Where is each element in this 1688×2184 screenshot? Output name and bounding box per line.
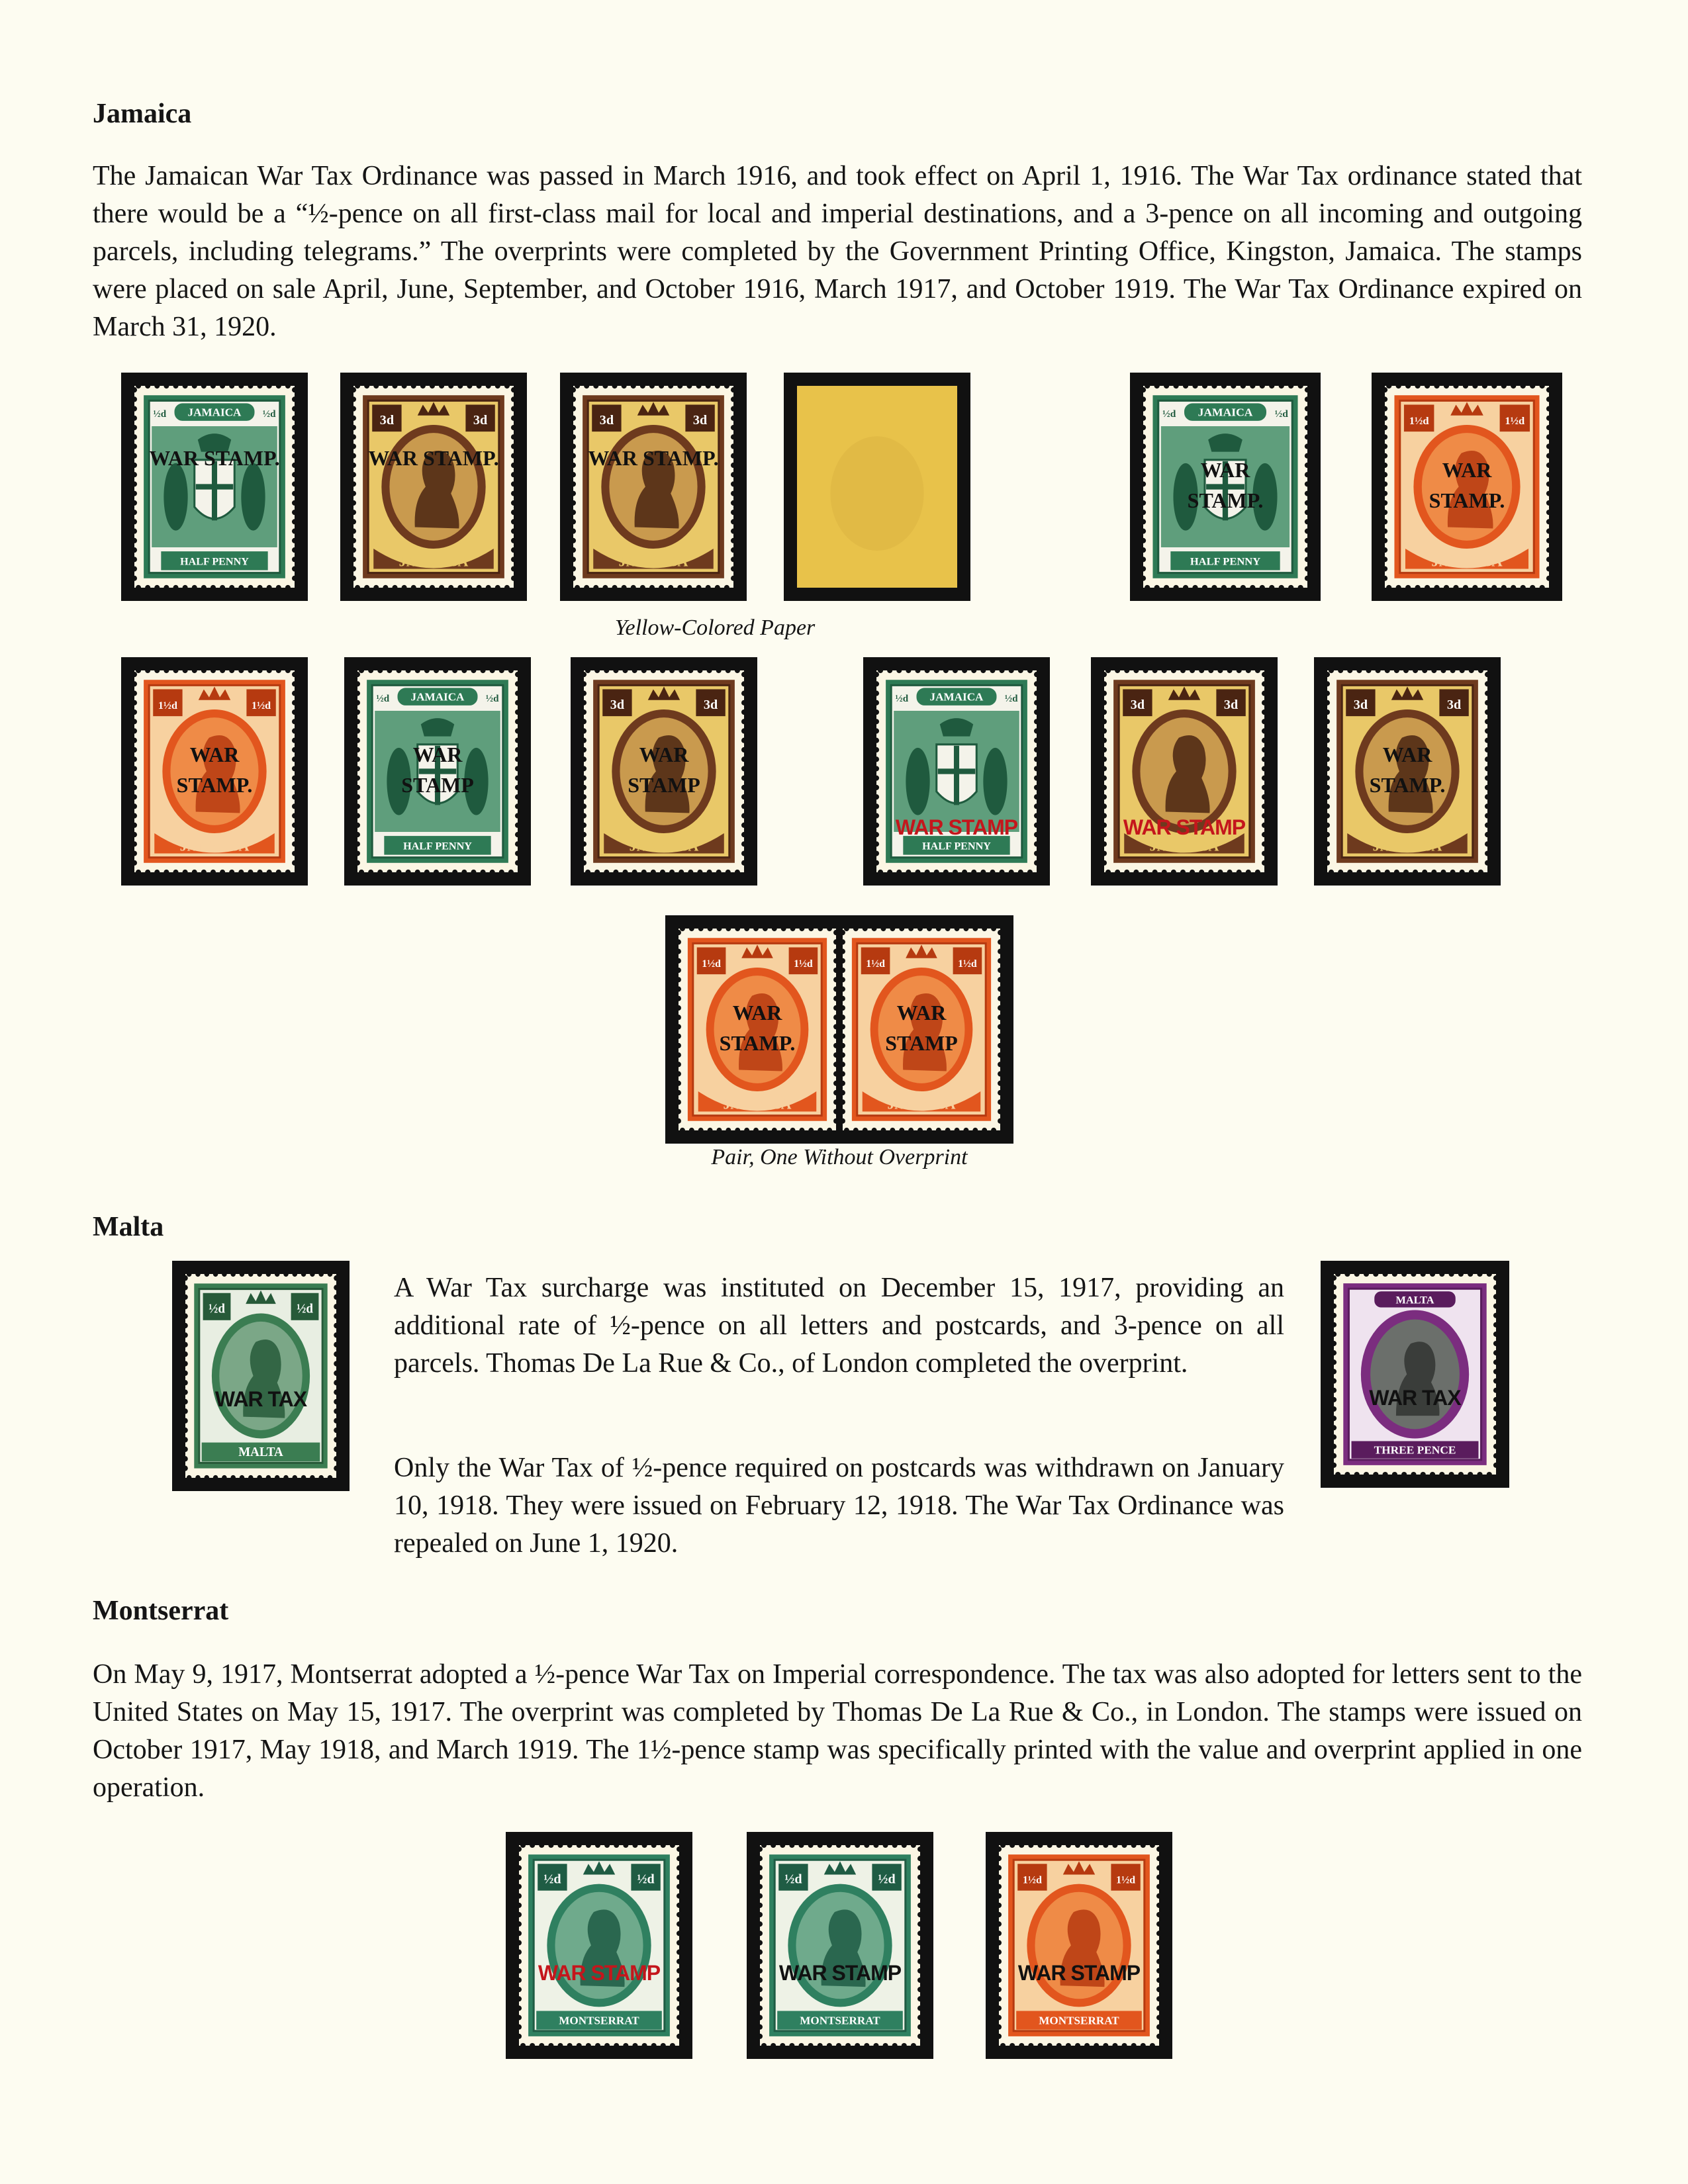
stamp-value: ½d	[895, 692, 909, 704]
stamp-value: 1½d	[158, 699, 177, 711]
stamp-bottom-label: HALF PENNY	[403, 840, 472, 852]
heading-montserrat: Montserrat	[93, 1596, 229, 1626]
stamp-value: 1½d	[958, 958, 977, 970]
stamp-value: ½d	[153, 408, 167, 420]
overprint-line: WAR TAX	[1369, 1385, 1461, 1410]
heading-malta: Malta	[93, 1212, 164, 1242]
overprint-line: WAR STAMP.	[368, 445, 499, 470]
stamp-country: MALTA	[1395, 1294, 1434, 1306]
stamp-value: 3d	[1446, 697, 1462, 712]
stamp-value: 3d	[703, 697, 718, 712]
overprint-line: WAR	[732, 1000, 782, 1024]
stamp-value: ½d	[297, 1300, 313, 1316]
stamp-montserrat-1-5d	[999, 1845, 1159, 2046]
stamp-bottom-label: THREE PENCE	[1374, 1443, 1456, 1457]
stamp-value: ½d	[485, 692, 499, 704]
stamp-bottom-label: JAMAICA	[179, 837, 250, 854]
overprint-line: STAMP	[885, 1030, 958, 1055]
stamp-bottom-label: JAMAICA	[618, 553, 688, 570]
stamp-value: 1½d	[252, 699, 271, 711]
stamp-jamaica-1-5d	[1385, 386, 1549, 588]
stamp-montserrat-halfpenny	[519, 1845, 679, 2046]
paragraph-jamaica: The Jamaican War Tax Ordinance was passed in March 1916, and took effect on April 1, 1916. The War Tax ordinance stated that there would be a “½-pence on all first-class mail for local and imperial destinations, and a 3-pence on all incoming and outgoing parcels, including telegrams.” The overprints were completed by the Government Printing Office, Kingston, Jamaica. The stamps were placed on sale April, June, September, and October 1916, March 1917, and October 1919. The War Tax Ordinance expired on March 31, 1920.	[93, 161, 1582, 342]
stamp-value: 1½d	[794, 958, 813, 970]
stamp-value: ½d	[543, 1872, 561, 1887]
stamp-design	[573, 386, 733, 588]
caption-yellow-paper: Yellow-Colored Paper	[614, 615, 816, 640]
stamp-value: ½d	[209, 1300, 225, 1316]
overprint-text	[1385, 459, 1549, 520]
stamp-malta-halfpenny	[185, 1274, 336, 1478]
overprint-text	[1334, 1387, 1496, 1409]
stamp-mount	[986, 1832, 1172, 2059]
overprint-text	[1104, 816, 1264, 839]
overprint-text	[876, 816, 1037, 839]
stamp-mount	[172, 1261, 350, 1491]
stamp-design	[519, 1845, 679, 2046]
stamp-value: 1½d	[866, 958, 885, 970]
stamp-mount	[1321, 1261, 1509, 1488]
stamp-bottom-label: JAMAICA	[1372, 837, 1442, 854]
stamp-value: ½d	[637, 1872, 655, 1887]
overprint-text	[185, 1388, 336, 1410]
overprint-text	[357, 743, 518, 804]
stamp-bottom-label: MONTSERRAT	[559, 2014, 639, 2027]
stamp-value: ½d	[784, 1872, 802, 1887]
stamp-bottom-label: JAMAICA	[723, 1095, 792, 1113]
stamp-design	[134, 386, 295, 588]
stamp-value: 3d	[692, 412, 708, 428]
paragraph-malta-1: A War Tax surcharge was instituted on December 15, 1917, providing an additional rate of ½-pence on all letters and postcards, and 3-pence on all parcels. Thomas De La Rue & Co., of London completed the overprint.	[394, 1273, 1284, 1379]
stamp-bottom-label: JAMAICA	[399, 553, 469, 570]
stamp-value: 3d	[610, 697, 625, 712]
caption-pair: Pair, One Without Overprint	[711, 1145, 968, 1169]
overprint-text	[760, 1962, 920, 1984]
overprint-line: STAMP.	[1369, 772, 1446, 797]
overprint-line: STAMP	[401, 772, 474, 797]
stamp-mount	[121, 373, 308, 601]
overprint-line: WAR	[639, 742, 689, 766]
stamp-value: 3d	[473, 412, 488, 428]
stamp-country: JAMAICA	[187, 406, 242, 419]
overprint-text	[134, 743, 295, 804]
stamp-pair-mount	[665, 915, 1013, 1144]
stamp-value: 3d	[1353, 697, 1368, 712]
stamp-value: ½d	[1274, 408, 1288, 420]
stamp-mount	[1314, 657, 1501, 886]
stamp-back-shadow	[830, 436, 923, 551]
overprint-line: WAR STAMP	[1123, 815, 1246, 839]
stamp-bottom-label: MALTA	[238, 1444, 283, 1460]
overprint-line: WAR	[1442, 457, 1492, 482]
stamp-mount	[784, 373, 970, 601]
stamp-value: 3d	[1223, 697, 1239, 712]
stamp-bottom-label: MONTSERRAT	[800, 2014, 880, 2027]
stamp-jamaica-halfpenny	[357, 670, 518, 872]
stamp-value: 3d	[1130, 697, 1145, 712]
stamp-mount	[1372, 373, 1562, 601]
stamp-jamaica-3d	[584, 670, 744, 872]
stamp-value: ½d	[878, 1872, 896, 1887]
stamp-design	[760, 1845, 920, 2046]
stamp-value: 1½d	[1116, 1874, 1136, 1886]
overprint-text	[843, 1001, 1000, 1062]
overprint-line: STAMP	[628, 772, 700, 797]
overprint-text	[353, 447, 514, 469]
overprint-line: WAR STAMP	[778, 1960, 902, 1985]
stamp-montserrat-halfpenny	[760, 1845, 920, 2046]
paragraph-malta-2: Only the War Tax of ½-pence required on postcards was withdrawn on January 10, 1918. They were issued on February 12, 1918. The War Tax Ordinance was repealed on June 1, 1920.	[394, 1453, 1284, 1559]
stamp-bottom-label: MONTSERRAT	[1039, 2014, 1119, 2027]
stamp-jamaica-1-5d	[843, 929, 1000, 1130]
stamp-mount	[571, 657, 757, 886]
supporter-figure-icon	[906, 748, 929, 815]
stamp-bottom-label: JAMAICA	[887, 1095, 956, 1113]
stamp-mount	[340, 373, 527, 601]
stamp-back-yellow-paper	[797, 386, 957, 588]
overprint-line: WAR TAX	[214, 1387, 307, 1412]
overprint-text	[584, 743, 744, 804]
stamp-bottom-label: HALF PENNY	[1190, 555, 1261, 568]
stamp-design	[797, 386, 957, 588]
overprint-line: WAR	[1382, 742, 1432, 766]
stamp-design	[185, 1274, 336, 1478]
overprint-text	[134, 447, 295, 469]
stamp-value: ½d	[262, 408, 276, 420]
overprint-text	[1143, 459, 1307, 520]
stamp-country: JAMAICA	[1197, 405, 1253, 419]
stamp-mount	[560, 373, 747, 601]
stamp-bottom-label: JAMAICA	[1431, 553, 1503, 570]
overprint-line: WAR	[412, 742, 463, 766]
stamp-jamaica-3d	[1327, 670, 1487, 872]
stamp-design	[1104, 670, 1264, 872]
supporter-figure-icon	[983, 748, 1007, 815]
stamp-jamaica-3d	[1104, 670, 1264, 872]
stamp-value: 1½d	[1505, 414, 1525, 427]
overprint-text	[519, 1962, 679, 1984]
stamp-malta-three-pence	[1334, 1274, 1496, 1475]
stamp-mount	[863, 657, 1050, 886]
stamp-jamaica-halfpenny	[1143, 386, 1307, 588]
overprint-line: WAR STAMP	[1017, 1960, 1141, 1985]
stamp-design	[1334, 1274, 1496, 1475]
stamp-value: 1½d	[1409, 414, 1429, 427]
overprint-text	[1327, 743, 1487, 804]
stamp-design	[353, 386, 514, 588]
stamp-bottom-label: JAMAICA	[629, 837, 699, 854]
overprint-line: WAR STAMP.	[588, 445, 719, 470]
overprint-line: WAR	[1200, 457, 1250, 482]
stamp-value: 1½d	[1022, 1874, 1042, 1886]
stamp-mount	[747, 1832, 933, 2059]
stamp-mount	[344, 657, 531, 886]
supporter-figure-icon	[241, 463, 265, 531]
stamp-design	[876, 670, 1037, 872]
overprint-text	[573, 447, 733, 469]
overprint-line: WAR STAMP	[538, 1960, 661, 1985]
stamp-bottom-label: HALF PENNY	[922, 840, 991, 852]
supporter-figure-icon	[164, 463, 187, 531]
overprint-line: WAR	[896, 1000, 947, 1024]
stamp-jamaica-halfpenny	[876, 670, 1037, 872]
stamp-mount	[121, 657, 308, 886]
stamp-bottom-label: HALF PENNY	[180, 555, 249, 568]
stamp-jamaica-3d	[353, 386, 514, 588]
stamp-jamaica-3d	[573, 386, 733, 588]
stamp-value: 3d	[599, 412, 614, 428]
stamp-bottom-label: JAMAICA	[1149, 837, 1219, 854]
overprint-text	[679, 1001, 836, 1062]
stamp-mount	[506, 1832, 692, 2059]
stamp-value: ½d	[376, 692, 390, 704]
heading-jamaica: Jamaica	[93, 99, 192, 129]
stamp-jamaica-1-5d	[134, 670, 295, 872]
overprint-line: WAR STAMP	[895, 815, 1018, 839]
stamp-value: ½d	[1162, 408, 1176, 420]
stamp-mount	[1130, 373, 1321, 601]
overprint-line: STAMP.	[719, 1030, 796, 1055]
stamp-jamaica-1-5d	[679, 929, 836, 1130]
stamp-design	[999, 1845, 1159, 2046]
stamp-jamaica-halfpenny	[134, 386, 295, 588]
stamp-mount	[1091, 657, 1278, 886]
overprint-line: WAR	[189, 742, 240, 766]
overprint-line: STAMP.	[1187, 488, 1264, 512]
stamp-value: 3d	[379, 412, 395, 428]
stamp-value: 1½d	[702, 958, 721, 970]
stamp-country: JAMAICA	[410, 690, 465, 704]
stamp-country: JAMAICA	[929, 690, 984, 704]
paragraph-montserrat: On May 9, 1917, Montserrat adopted a ½-pence War Tax on Imperial correspondence. The tax was also adopted for letters sent to the United States on May 15, 1917. The overprint was completed by Thomas De La Rue & Co., in London. The stamps were issued on October 1917, May 1918, and March 1919. The 1½-pence stamp was specifically printed with the value and overprint applied in one operation.	[93, 1659, 1582, 1803]
overprint-line: WAR STAMP.	[149, 445, 280, 470]
overprint-line: STAMP.	[1429, 488, 1505, 512]
overprint-line: STAMP.	[176, 772, 253, 797]
overprint-text	[999, 1962, 1159, 1984]
stamp-value: ½d	[1004, 692, 1018, 704]
